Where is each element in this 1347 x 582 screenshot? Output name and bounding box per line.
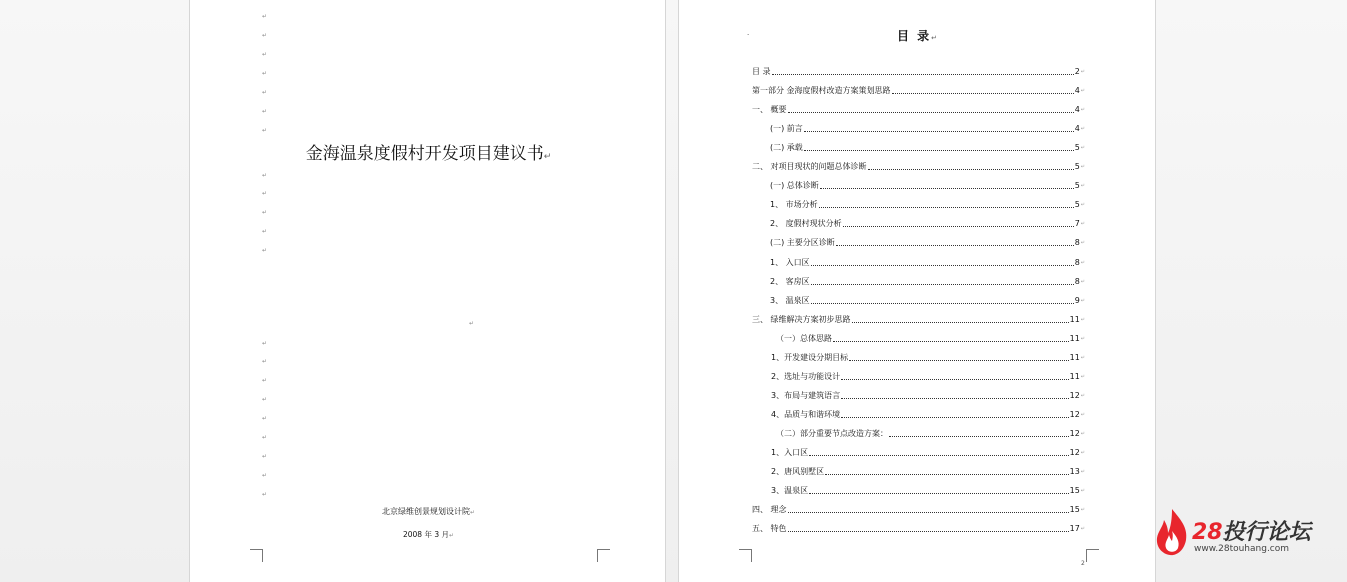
dot-leader <box>804 150 1074 151</box>
paragraph-mark: ↵ <box>262 396 268 403</box>
toc-page-number: 5 <box>1074 200 1080 209</box>
paragraph-mark: ↵ <box>1080 126 1085 132</box>
toc-page-number: 11 <box>1069 353 1080 362</box>
toc-page-number: 2 <box>1074 67 1080 76</box>
paragraph-mark: ↵ <box>1080 469 1085 475</box>
paragraph-mark: ↵ <box>931 34 940 42</box>
toc-entry-text: 第一部分 金海度假村改造方案策划思路 <box>752 86 891 95</box>
dot-leader <box>833 341 1069 342</box>
crop-mark-bottom-left <box>739 549 752 562</box>
toc-entry-text: 1、 入口区 <box>770 258 810 267</box>
dot-leader <box>811 303 1074 304</box>
dot-leader <box>892 93 1074 94</box>
paragraph-mark: ↵ <box>262 340 268 347</box>
dot-leader <box>889 436 1069 437</box>
toc-entry[interactable] <box>770 238 1085 248</box>
toc-entry[interactable] <box>770 200 1085 210</box>
toc-entry-text: 2、 客房区 <box>770 277 810 286</box>
paragraph-mark: ↵ <box>262 358 268 365</box>
flame-icon <box>1154 507 1190 557</box>
paragraph-mark: ↵ <box>262 209 268 216</box>
toc-page-number: 4 <box>1074 124 1080 133</box>
toc-entry-text: （二）部分重要节点改造方案： <box>776 429 888 438</box>
toc-entry-text: 1、入口区 <box>771 448 809 457</box>
dot-leader <box>804 131 1074 132</box>
crop-mark-bottom-right <box>1086 549 1099 562</box>
toc-entry-text: （一）总体思路 <box>776 334 832 343</box>
dot-leader <box>852 322 1069 323</box>
paragraph-mark: ↵ <box>1080 260 1085 266</box>
toc-entry[interactable] <box>752 315 1085 325</box>
dot-leader <box>820 188 1074 189</box>
toc-entry[interactable] <box>770 181 1085 191</box>
toc-page-number: 4 <box>1074 105 1080 114</box>
paragraph-mark: ↵ <box>1080 279 1085 285</box>
toc-entry[interactable] <box>771 353 1085 363</box>
dot-leader <box>811 265 1074 266</box>
toc-entry[interactable] <box>771 467 1085 477</box>
toc-page-number: 8 <box>1074 238 1080 247</box>
paragraph-mark: ↵ <box>262 247 268 254</box>
toc-page-number: 11 <box>1069 334 1080 343</box>
toc-page-number: 8 <box>1074 258 1080 267</box>
document-title <box>190 139 667 164</box>
cover-page <box>189 0 666 582</box>
toc-entry-text: 3、 温泉区 <box>770 296 810 305</box>
paragraph-mark: ↵ <box>1080 298 1085 304</box>
paragraph-mark: ↵ <box>262 13 268 20</box>
paragraph-mark: ↵ <box>262 32 268 39</box>
paragraph-mark: ↵ <box>1080 202 1085 208</box>
paragraph-mark: ↵ <box>262 70 268 77</box>
toc-entry-text: 一、 概要 <box>752 105 787 114</box>
dot-leader <box>836 245 1074 246</box>
toc-page-number: 12 <box>1069 410 1080 419</box>
toc-entry[interactable] <box>752 67 1085 77</box>
document-title-text: 金海温泉度假村开发项目建议书 <box>305 144 544 164</box>
toc-page-number: 12 <box>1069 448 1080 457</box>
date-text: 2008 年 3 月 <box>402 530 449 539</box>
bullet-mark: · <box>747 31 750 39</box>
dot-leader <box>819 207 1074 208</box>
paragraph-mark: ↵ <box>262 228 268 235</box>
paragraph-mark: ↵ <box>469 509 476 516</box>
page-number: 2 <box>1081 560 1085 567</box>
toc-page-number: 12 <box>1069 429 1080 438</box>
paragraph-mark: ↵ <box>262 491 268 498</box>
toc-heading <box>679 27 1157 44</box>
toc-page-number: 15 <box>1069 505 1080 514</box>
paragraph-mark: ↵ <box>1080 526 1085 532</box>
paragraph-mark: ↵ <box>262 415 268 422</box>
paragraph-mark: ↵ <box>262 377 268 384</box>
paragraph-mark: ↵ <box>1080 488 1085 494</box>
paragraph-mark: ↵ <box>1080 355 1085 361</box>
toc-entry-text: 3、温泉区 <box>771 486 809 495</box>
toc-entry[interactable] <box>752 86 1085 96</box>
toc-entry-text: (一) 前言 <box>770 124 803 133</box>
toc-entry-text: 3、布局与建筑语言 <box>771 391 841 400</box>
toc-page-number: 5 <box>1074 162 1080 171</box>
toc-entry-text: 2、选址与功能设计 <box>771 372 841 381</box>
toc-entry[interactable] <box>771 372 1085 382</box>
paragraph-mark: ↵ <box>1080 183 1085 189</box>
paragraph-mark: ↵ <box>1080 240 1085 246</box>
toc-page-number: 11 <box>1069 315 1080 324</box>
document-date <box>190 529 667 540</box>
toc-page-number: 7 <box>1074 219 1080 228</box>
dot-leader <box>788 512 1069 513</box>
paragraph-mark: ↵ <box>262 51 268 58</box>
toc-entry[interactable] <box>770 143 1085 153</box>
toc-page-number: 12 <box>1069 391 1080 400</box>
toc-entry[interactable] <box>771 410 1085 420</box>
toc-entry[interactable] <box>770 277 1085 287</box>
toc-page <box>678 0 1156 582</box>
paragraph-mark: ↵ <box>469 320 475 327</box>
dot-leader <box>841 417 1069 418</box>
dot-leader <box>868 169 1074 170</box>
toc-entry-text: (一) 总体诊断 <box>770 181 819 190</box>
brand-name <box>1192 515 1311 546</box>
toc-entry-text: 4、品质与和谐环境 <box>771 410 841 419</box>
paragraph-mark: ↵ <box>262 172 268 179</box>
paragraph-mark: ↵ <box>543 152 552 162</box>
paragraph-mark: ↵ <box>1080 221 1085 227</box>
toc-entry-text: 三、 绿维解决方案初步思路 <box>752 315 851 324</box>
toc-entry-text: (二) 承载 <box>770 143 803 152</box>
paragraph-mark: ↵ <box>262 190 268 197</box>
paragraph-mark: ↵ <box>1080 393 1085 399</box>
dot-leader <box>788 112 1074 113</box>
dot-leader <box>841 398 1069 399</box>
dot-leader <box>788 531 1069 532</box>
paragraph-mark: ↵ <box>262 434 268 441</box>
brand-url: www.28touhang.com <box>1194 544 1290 554</box>
toc-entry-text: 2、唐风别墅区 <box>771 467 825 476</box>
toc-entry[interactable] <box>770 296 1085 306</box>
toc-entry-text: 1、开发建设分期目标 <box>771 353 849 362</box>
toc-entry-text: 二、 对项目现状的问题总体诊断 <box>752 162 867 171</box>
dot-leader <box>809 493 1069 494</box>
toc-page-number: 13 <box>1069 467 1080 476</box>
dot-leader <box>825 474 1069 475</box>
brand-number: 28 <box>1192 520 1223 545</box>
dot-leader <box>849 360 1069 361</box>
toc-page-number: 11 <box>1069 372 1080 381</box>
paragraph-mark: ↵ <box>448 532 455 539</box>
paragraph-mark: ↵ <box>1080 69 1085 75</box>
toc-page-number: 8 <box>1074 277 1080 286</box>
toc-page-number: 5 <box>1074 143 1080 152</box>
toc-entry[interactable] <box>770 124 1085 134</box>
toc-page-number: 15 <box>1069 486 1080 495</box>
paragraph-mark: ↵ <box>262 453 268 460</box>
toc-entry[interactable] <box>752 524 1085 534</box>
paragraph-mark: ↵ <box>1080 164 1085 170</box>
paragraph-mark: ↵ <box>1080 336 1085 342</box>
toc-entry[interactable] <box>771 486 1085 496</box>
paragraph-mark: ↵ <box>262 89 268 96</box>
toc-entry[interactable] <box>752 505 1085 515</box>
toc-entry[interactable] <box>770 258 1085 268</box>
paragraph-mark: ↵ <box>262 108 268 115</box>
toc-page-number: 9 <box>1074 296 1080 305</box>
toc-entry-text: 1、 市场分析 <box>770 200 818 209</box>
dot-leader <box>843 226 1074 227</box>
toc-entry-text: (二) 主要分区诊断 <box>770 238 835 247</box>
paragraph-mark: ↵ <box>1080 317 1085 323</box>
toc-page-number: 5 <box>1074 181 1080 190</box>
toc-entry-text: 四、 理念 <box>752 505 787 514</box>
toc-entry[interactable] <box>771 391 1085 401</box>
dot-leader <box>811 284 1074 285</box>
toc-entry-text: 2、 度假村现状分析 <box>770 219 842 228</box>
paragraph-mark: ↵ <box>1080 412 1085 418</box>
organization-text: 北京绿维创景规划设计院 <box>381 507 470 516</box>
paragraph-mark: ↵ <box>1080 450 1085 456</box>
toc-entry[interactable] <box>771 448 1085 458</box>
toc-page-number: 4 <box>1074 86 1080 95</box>
brand-title: 投行论坛 <box>1222 520 1311 545</box>
dot-leader <box>772 74 1074 75</box>
paragraph-mark: ↵ <box>1080 431 1085 437</box>
toc-page-number: 17 <box>1069 524 1080 533</box>
toc-entry[interactable] <box>770 219 1085 229</box>
paragraph-mark: ↵ <box>1080 374 1085 380</box>
organization-name <box>190 506 667 517</box>
dot-leader <box>809 455 1069 456</box>
crop-mark-bottom-left <box>250 549 263 562</box>
toc-entry-text: 五、 特色 <box>752 524 787 533</box>
paragraph-mark: ↵ <box>262 127 268 134</box>
toc-entry[interactable] <box>752 162 1085 172</box>
paragraph-mark: ↵ <box>1080 507 1085 513</box>
dot-leader <box>841 379 1069 380</box>
toc-entry[interactable] <box>776 429 1085 439</box>
paragraph-mark: ↵ <box>1080 107 1085 113</box>
toc-entry[interactable] <box>776 334 1085 344</box>
toc-entry-text: 目 录 <box>752 67 771 76</box>
toc-heading-text: 目 录 <box>896 29 932 43</box>
paragraph-mark: ↵ <box>1080 88 1085 94</box>
toc-entry[interactable] <box>752 105 1085 115</box>
crop-mark-bottom-right <box>597 549 610 562</box>
watermark-logo <box>1152 505 1342 565</box>
paragraph-mark: ↵ <box>1080 145 1085 151</box>
paragraph-mark: ↵ <box>262 472 268 479</box>
